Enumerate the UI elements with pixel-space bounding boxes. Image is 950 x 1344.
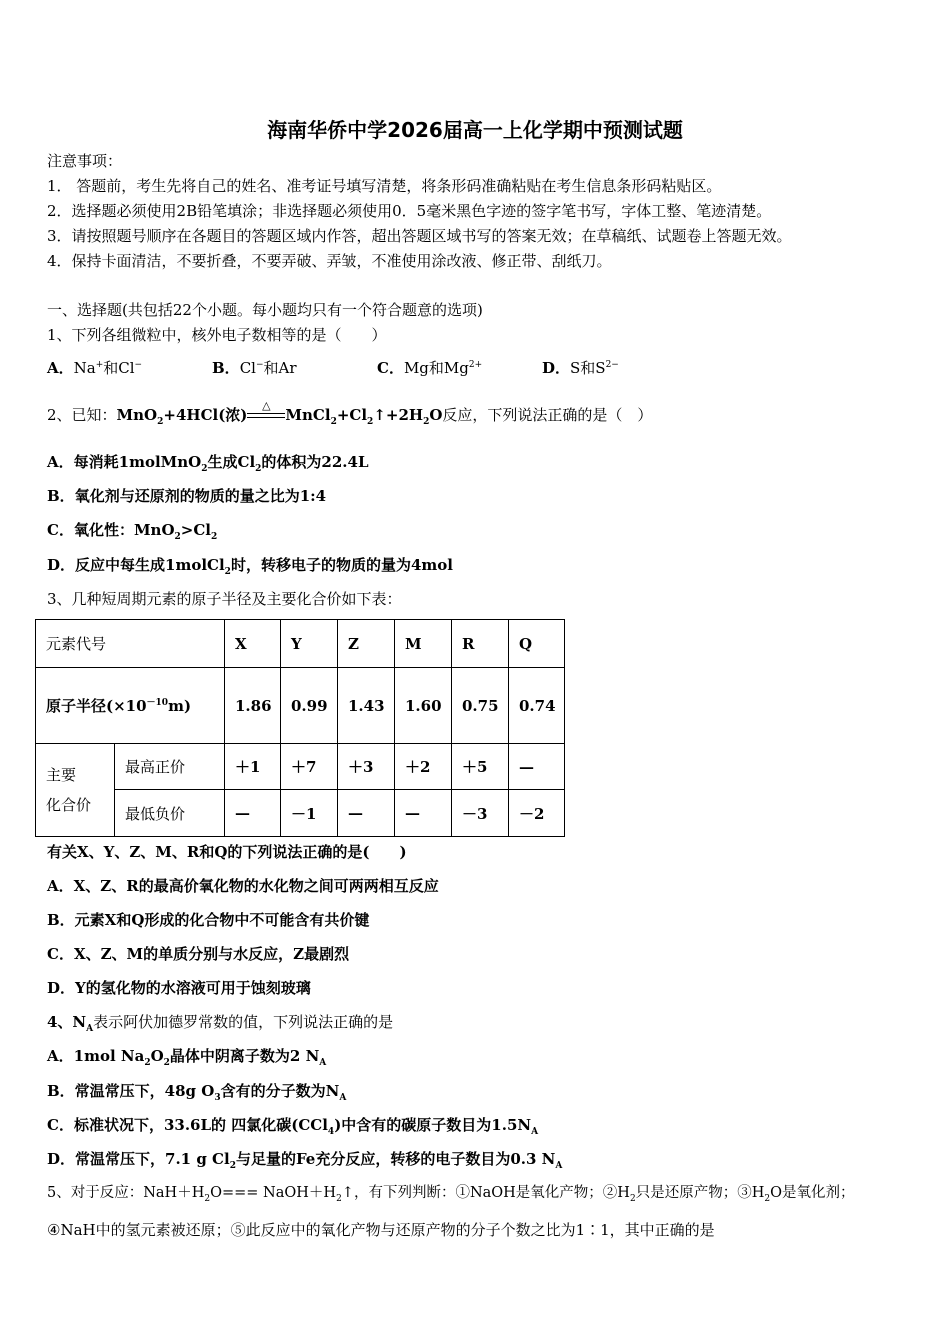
question-2-stem: 2、已知：MnO$_2$+4HCl(浓) △ $MnCl_2+Cl_2↑+2H_2O$反应，下列说法正确的是（ ） — [47, 399, 653, 427]
table-cell: M — [395, 620, 452, 668]
table-cell: Z — [338, 620, 395, 668]
question-1-stem: 1、下列各组微粒中，核外电子数相等的是（ ） — [47, 326, 387, 344]
table-cell: 1.43 — [338, 668, 395, 744]
question-3-option-c: C．X、Z、M的单质分别与水反应，Z最剧烈 — [47, 945, 350, 963]
option-b: B．Cl−和Ar — [212, 359, 297, 377]
table-cell: －1 — [281, 790, 338, 837]
notice-item: 3．请按照题号顺序在各题目的答题区域内作答，超出答题区域书写的答案无效；在草稿纸、试题卷上答题无效。 — [47, 227, 792, 245]
question-4-option-a: A．1mol $Na_2O_2$晶体中阴离子数为2 $N_A$ — [47, 1047, 327, 1068]
question-5-stem-line2: ④NaH中的氢元素被还原；⑤此反应中的氧化产物与还原产物的分子个数之比为1∶1，其中正确的是 — [47, 1221, 715, 1239]
question-2-option-a: A．每消耗1molMnO$_2$生成$Cl_2$的体积为22.4L — [47, 453, 369, 474]
table-cell: — — [509, 744, 565, 790]
table-cell: 0.99 — [281, 668, 338, 744]
table-cell: — — [338, 790, 395, 837]
table-min-label: 最低负价 — [115, 790, 225, 837]
table-cell: 0.75 — [452, 668, 509, 744]
question-3-option-b: B．元素X和Q形成的化合物中不可能含有共价键 — [47, 911, 370, 929]
page-title: 海南华侨中学2026届高一上化学期中预测试题 — [267, 118, 683, 142]
table-cell: — — [395, 790, 452, 837]
table-cell: ＋2 — [395, 744, 452, 790]
table-cell: ＋3 — [338, 744, 395, 790]
table-cell: ＋5 — [452, 744, 509, 790]
table-cell: 1.86 — [225, 668, 281, 744]
question-4-option-c: C．标准状况下，33.6L的 四氯化碳(CCl$_4$)中含有的碳原子数目为$1.5N_A$ — [47, 1116, 539, 1137]
question-3-option-a: A．X、Z、R的最高价氧化物的水化物之间可两两相互反应 — [47, 877, 439, 895]
table-cell: — — [225, 790, 281, 837]
table-cell: Y — [281, 620, 338, 668]
table-cell: 0.74 — [509, 668, 565, 744]
question-3-stem: 3、几种短周期元素的原子半径及主要化合价如下表： — [47, 590, 402, 608]
question-4-option-d: D．常温常压下，7.1 g $Cl_2$与足量的Fe充分反应，转移的电子数目为0.3 $N_A$ — [47, 1150, 563, 1171]
section-heading: 一、选择题(共包括22个小题。每小题均只有一个符合题意的选项) — [47, 301, 483, 319]
table-cell: R — [452, 620, 509, 668]
table-cell: Q — [509, 620, 565, 668]
table-header-label: 元素代号 — [36, 620, 225, 668]
table-max-label: 最高正价 — [115, 744, 225, 790]
notice-item: 2．选择题必须使用2B铅笔填涂；非选择题必须使用0．5毫米黑色字迹的签字笔书写，字体工整、笔迹清楚。 — [47, 202, 772, 220]
heating-equals-sign: △ — [247, 409, 285, 423]
table-cell: ＋1 — [225, 744, 281, 790]
option-d: D．S和$S^{2-}$ — [542, 359, 619, 377]
table-radius-label: 原子半径$(\times 10^{-10}m)$ — [36, 668, 225, 744]
table-cell: 1.60 — [395, 668, 452, 744]
question-2-option-d: D．反应中每生成1molCl$_2$时，转移电子的物质的量为4mol — [47, 556, 453, 577]
table-group-label: 主要 化合价 — [36, 744, 115, 837]
notice-item: 4．保持卡面清洁，不要折叠，不要弄破、弄皱，不准使用涂改液、修正带、刮纸刀。 — [47, 252, 612, 270]
question-4-stem: 4、$N_A$表示阿伏加德罗常数的值，下列说法正确的是 — [47, 1013, 394, 1034]
element-table — [35, 619, 565, 837]
question-2-option-c: C．氧化性：$MnO_2>Cl_2$ — [47, 521, 218, 542]
table-cell: －3 — [452, 790, 509, 837]
option-c: C．Mg和$Mg^{2+}$ — [377, 359, 483, 377]
question-3-option-d: D．Y的氢化物的水溶液可用于蚀刻玻璃 — [47, 979, 311, 997]
question-3-prompt: 有关X、Y、Z、M、R和Q的下列说法正确的是( ) — [47, 843, 407, 861]
question-5-stem-line1: 5、对于反应：$NaH+H_2O===$ $NaOH+H_2↑$，有下列判断：①NaOH是氧化产物；$②H_2$只是还原产物；$③H_2O$是氧化剂； — [47, 1185, 855, 1204]
option-a: A．Na+和Cl− — [47, 359, 143, 377]
question-4-option-b: B．常温常压下，48g $O_3$含有的分子数为$N_A$ — [47, 1082, 347, 1103]
question-2-option-b: B．氧化剂与还原剂的物质的量之比为1:4 — [47, 487, 327, 505]
table-cell: ＋7 — [281, 744, 338, 790]
table-cell: X — [225, 620, 281, 668]
table-cell: －2 — [509, 790, 565, 837]
notice-item: 1． 答题前，考生先将自己的姓名、准考证号填写清楚，将条形码准确粘贴在考生信息条形码粘贴区。 — [47, 177, 722, 195]
question-1-options — [47, 358, 707, 378]
notice-heading: 注意事项： — [47, 152, 123, 170]
